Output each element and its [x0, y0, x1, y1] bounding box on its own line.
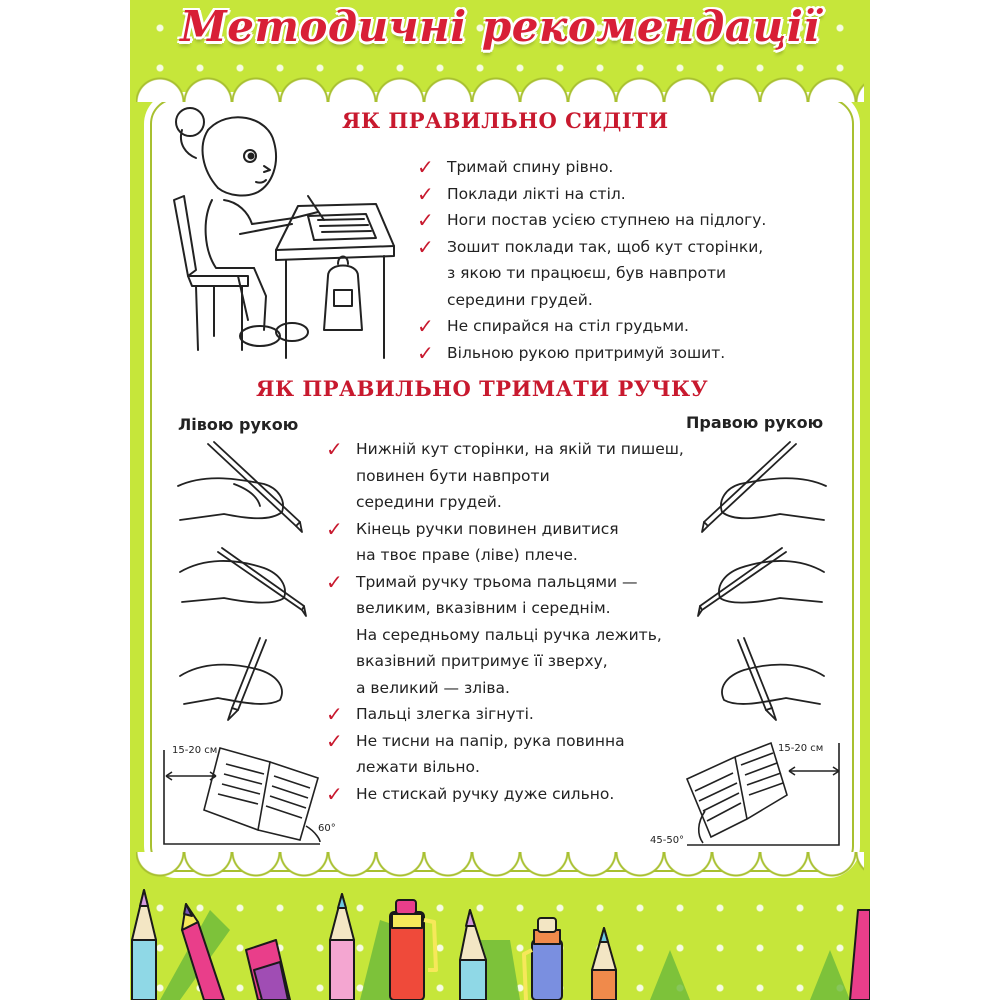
checkmark-icon: ✓	[417, 314, 434, 338]
sitting-heading: ЯК ПРАВИЛЬНО СИДІТИ	[342, 108, 669, 133]
checkmark-icon: ✓	[417, 234, 434, 259]
checkmark-icon: ✓	[417, 208, 434, 232]
list-item: ✓ Пальці злегка зігнуті.	[326, 702, 534, 726]
girl-at-desk-illustration	[168, 100, 408, 365]
list-item: ✓ Не спирайся на стіл грудьми.	[417, 314, 689, 338]
list-item: ✓ Нижній кут сторінки, на якій ти пишеш, повинен бути навпроти середини грудей.	[326, 437, 684, 511]
left-hand-grip-illustrations	[174, 440, 314, 740]
list-item: ✓ Не стискай ручку дуже сильно.	[326, 781, 615, 806]
left-notebook-diagram	[160, 740, 330, 850]
pencils-decoration	[130, 870, 870, 1000]
left-distance-label: 15-20 см	[172, 745, 218, 756]
list-item: ✓ Тримай ручку трьома пальцями — великим, вказівним і середнім. На середньому пальці ручка лежить, вказівний притримує її зверху, а великий — зліва.	[326, 569, 662, 697]
list-item: ✓ Вільною рукою притримуй зошит.	[417, 340, 726, 365]
page-title: Методичні рекомендації	[180, 2, 820, 51]
checkmark-icon: ✓	[417, 340, 434, 365]
left-hand-label: Лівою рукою	[178, 415, 299, 434]
checkmark-icon: ✓	[417, 181, 434, 206]
list-item: ✓ Не тисни на папір, рука повинна лежати вільно.	[326, 728, 625, 776]
sitting-list	[417, 154, 766, 366]
right-hand-grip-illustrations	[690, 440, 830, 740]
left-angle-label: 60°	[318, 823, 336, 834]
checkmark-icon: ✓	[326, 728, 343, 753]
right-angle-label: 45-50°	[650, 835, 685, 846]
scallop-border-top	[136, 72, 864, 102]
pen-list	[326, 436, 684, 807]
list-item: ✓ Поклади лікті на стіл.	[417, 181, 626, 206]
checkmark-icon: ✓	[326, 569, 343, 594]
checkmark-icon: ✓	[417, 155, 434, 179]
poster	[130, 0, 870, 1000]
checkmark-icon: ✓	[326, 702, 343, 726]
checkmark-icon: ✓	[326, 516, 343, 541]
checkmark-icon: ✓	[326, 437, 343, 461]
pen-heading: ЯК ПРАВИЛЬНО ТРИМАТИ РУЧКУ	[256, 376, 709, 401]
checkmark-icon: ✓	[326, 781, 343, 806]
list-item: ✓ Ноги постав усією ступнею на підлогу.	[417, 208, 767, 232]
list-item: ✓ Зошит поклади так, щоб кут сторінки, з якою ти працюєш, був навпроти середини грудей.	[417, 234, 764, 309]
list-item: ✓ Кінець ручки повинен дивитися на твоє праве (ліве) плече.	[326, 516, 619, 564]
list-item: ✓ Тримай спину рівно.	[417, 155, 614, 179]
right-distance-label: 15-20 см	[778, 743, 824, 754]
right-hand-label: Правою рукою	[686, 413, 824, 432]
